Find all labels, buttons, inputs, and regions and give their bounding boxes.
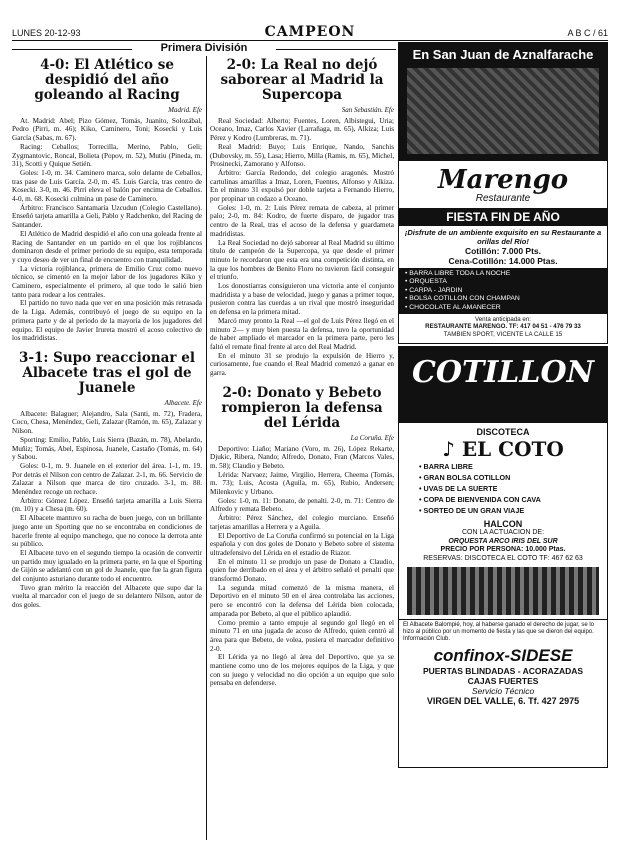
ad-coto-disco: DISCOTECA (476, 427, 530, 437)
article-3-p: En el minuto 31 se produjo la expulsión de Hierro y, curiosamente, fue cuando el Real Madrid comenzó a ganar en garra. (210, 351, 394, 378)
column-divider (206, 56, 207, 840)
ad-marengo-photo (407, 68, 599, 154)
list-item: • CARPA - JARDIN (405, 286, 463, 294)
ad-coto-items (399, 461, 607, 516)
article-1-p: Racing: Ceballos; Torrecilla, Merino, Pablo, Geli; Zygmantovic, Roncal, Bolieta (Popov, m. 52), Mutiu (Pineda, m. 31), Scotti y Quique Setién. (12, 142, 202, 169)
article-2-p: Árbitro: Gómez López. Enseñó tarjeta amarilla a Luis Sierra (m. 10) y a Chesa (m. 60). (12, 496, 202, 514)
article-4-p: El Deportivo de La Coruña confirmó su potencial en la Liga española y con dos goles de Donato y Bebeto sobre el sistema ultradefensivo del Lérida en el estadio de Riazor. (210, 531, 394, 557)
ad-coto-title: COTILLON (399, 347, 607, 423)
ad-marengo-foot3: TAMBIEN SPORT, VICENTE LA CALLE 15 (443, 330, 563, 338)
article-3-p: Real Sociedad: Alberto; Fuentes, Loren, Albistegui, Uria; Oceano, Imaz, Carlos Xavier (Larrañaga, m. 65), Alkiza; Luis Pérez y Kodro (Lumbreras, m. 71). (210, 116, 394, 143)
article-3-p: Marcó muy pronto la Real —el gol de Luis Pérez llegó en el minuto 2— y muy bien puesta la defensa, tuvo la oportunidad de haber ampliado el marcador en la primera parte, pero les faltó el remate final frente al arco del Real Madrid. (210, 316, 394, 351)
article-1-p: Goles: 1-0, m. 34. Caminero marca, solo delante de Ceballos, tras pase de Luis García. 2-0, m. 45. Luis García, tras centro de Kosecki. 3-0, m. 46. Pirri eleva el balón por encima de Ceballos. 4-0, m. 68. Kosecki culmina un pase de Caminero. (12, 168, 202, 204)
article-1-p: El partido no tuvo nada que ver en una posición más retrasada de la Liga. Además, contribuyó el juego de su equipo en la primera parte y de al período de la mayoría de los jugadores del equipo. El equipo de Javier Irureta mostró el acoso colectivo de los madridistas. (12, 299, 202, 343)
list-item: • BOLSA COTILLON CON CHAMPAN (405, 295, 520, 303)
ad-coto-name (399, 437, 607, 461)
ad-marengo-cotillon: Cotillón: 7.000 Pts. (464, 246, 542, 256)
article-4-p: Árbitro: Pérez Sánchez, del colegio murciano. Enseñó tarjetas amarillas a Herrera y a Aguila. (210, 514, 394, 531)
article-3-p: Árbitro: García Redondo, del colegio aragonés. Mostró cartulinas amarillas a Imaz, Loren, Fuentes, Alfonso y Alkiza. En el minuto 31 expulsó por doble tarjeta a Fernando Hierro, por propinar un codazo a Oceano. (210, 168, 394, 204)
ad-el-coto (398, 346, 608, 768)
article-4-p: Lérida: Narvaez; Jaime, Virgilio, Herrera, Cheema (Tomás, m. 73); Luis, Acosta (Aguila, m. 65), Rubio, Andersen; Milenkovic y Urbano. (210, 470, 394, 497)
list-item: • BARRA LIBRE (419, 462, 473, 471)
article-1-source: Madrid. Efe (168, 106, 202, 114)
ad-coto-photo (407, 567, 599, 615)
article-4-p: En el minuto 11 se produjo un pase de Donato a Claudio, quien fue derribado en el área y el árbitro señaló el penalti que transformó Donato. (210, 557, 394, 584)
header-page: A B C / 61 (567, 28, 608, 38)
article-3-p: Real Madrid: Buyo; Luis Enrique, Nando, Sanchis (Dubovsky, m. 55), Lasa; Hierro, Milla (Ramis, m. 65), Michel, Prosinecki, Zamorano y Alfonso. (210, 142, 394, 169)
ad-marengo-name: Marengo (437, 165, 569, 195)
ad-coto-act: CON LA ACTUACION DE: (461, 529, 545, 536)
ad-marengo-banner (399, 43, 607, 161)
section-title: Primera División (12, 42, 396, 56)
article-3-source: San Sebastián. Efe (341, 106, 394, 114)
ad-marengo-tagline: ¡Disfrute de un ambiente exquisito en su Restaurante a orillas del Río! (404, 228, 602, 246)
article-3-p: Goles: 1-0, m. 2: Luis Pérez remata de cabeza, al primer palo; 2-0, m. 84: Kodro, de fuerte disparo, de jugador tras centro de la Real, tras el acoso de la defensa y guardameta madridistas. (210, 203, 394, 238)
article-1-p: At. Madrid: Abel; Pizo Gómez, Tomás, Juanito, Solozábal, Pedro (Pirri, m. 46); Kiko, Caminero, Toni; Kosecki y Luis García (Sabas, m. 67). (12, 116, 202, 143)
article-1-p: Árbitro: Francisco Santamaría Uzcudun (Colegio Castellano). Enseñó tarjeta amarilla a Geli, Pablo y Radchenko, del Racing de Santander. (12, 203, 202, 230)
article-4-p: El Lérida ya no llegó al área del Deportivo, que ya se mantiene como uno de los mejores equipos de la Liga, y que con su juego y velocidad no dio opción a un equipo que solo pensaba en defenderse. (210, 653, 394, 688)
article-2-p: Sporting: Emilio, Pablo, Luis Sierra (Bazán, m. 78), Abelardo, Muñiz; Tomás, Abel, Espinosa, Juanele, Castaño (Tomás, m. 64) y Sabou. (12, 435, 202, 462)
ad-marengo-foot1: Venta anticipada en: (474, 316, 532, 324)
ad-marengo-list (399, 268, 607, 314)
ad-confinox-line1: PUERTAS BLINDADAS - ACORAZADAS (422, 665, 584, 676)
article-3-p: La Real Sociedad no dejó saborear al Real Madrid su último título de campeón de la Supercopa, ya que desde el primer minuto le recordaron que esta era una competición distinta, en la que los hombres de Benito Floro no tuvieron fácil conseguir el triunfo. (210, 238, 394, 282)
column-middle (210, 56, 394, 840)
ad-coto-halcon: HALCON (483, 519, 523, 529)
article-1-p: El Atlético de Madrid despidió el año con una goleada frente al Racing de Santander en un partido en el que los rojiblancos dominaron desde el primer periodo de su equipo, esta temporada y cuyo deseo de ver un final de encuentro con tranquilidad. (12, 229, 202, 264)
ad-marengo (398, 42, 608, 344)
ad-coto-price: PRECIO POR PERSONA: 10.000 Ptas. (440, 546, 566, 553)
header-date: LUNES 20-12-93 (12, 28, 81, 38)
ad-coto-group: ORQUESTA ARCO IRIS DEL SUR (448, 537, 558, 545)
article-3-headline: 2-0: La Real no dejó saborear al Madrid la Supercopa (220, 57, 384, 103)
header-rule (12, 40, 608, 41)
article-4-headline: 2-0: Donato y Bebeto rompieron la defensa del Lérida (221, 384, 383, 431)
list-item: • CHOCOLATE AL AMANECER (405, 303, 501, 311)
list-item: • COPA DE BIENVENIDA CON CAVA (419, 495, 541, 504)
column-left (12, 56, 202, 840)
ad-marengo-foot2: RESTAURANTE MARENGO. TF: 417 04 51 - 476 79 33 (425, 323, 581, 331)
article-2-headline: 3-1: Supo reaccionar el Albacete tras el gol de Juanele (19, 349, 195, 396)
ad-marengo-cena: Cena-Cotillón: 14.000 Ptas. (448, 256, 558, 266)
article-2-p: El Albacete mantuvo su racha de buen juego, con un brillante juego ante un Sporting que no se encontraba en condiciones de hacerle frente al equipo manchego, que no conoce la derrota ante su público. (12, 514, 202, 549)
article-2-source: Albacete. Efe (164, 398, 202, 407)
article-4-source: La Coruña. Efe (350, 433, 394, 442)
ad-confinox-brand: confinox-SIDESE (433, 645, 573, 665)
article-2-p: El Albacete tuvo en el segundo tiempo la ocasión de convertir un partido muy igualado en la primera parte, en la que el Sporting de Gijón se adelantó con un gol de Juanele, que fue la gran figura del conjunto asturiano durante todo el encuentro. (12, 548, 202, 584)
music-note-icon: ♪ (442, 437, 462, 461)
header-section: CAMPEON (264, 24, 356, 40)
article-4-p: Deportivo: Liaño; Mariano (Voro, m. 26), López Rekarte, Djukic, Ribera, Nando; Alfredo, Donato, Fran (Marcos Vales, m. 58); Claudio y Bebeto. (210, 444, 394, 470)
list-item: • GRAN BOLSA COTILLON (419, 473, 511, 482)
article-2-p: Albacete: Balaguer; Alejandro, Sala (Santi, m. 72), Fradera, Coco, Chesa, Menéndez, Geli, Zalazar (Ramón, m. 65), Zalazar y Nilson. (12, 409, 202, 436)
ad-coto-legal: El Albacete Balompié, hoy, al haberse ganado el derecho de jugar, se lo hizo al público por un momento de fiesta y las que se dieron del equipo. Información Club. (399, 619, 607, 646)
article-4-p: Goles: 1-0, m. 11: Donato, de penalti. 2-0, m. 71: Centro de Alfredo y remata Bebeto. (210, 496, 394, 514)
article-1-p: La victoria rojiblanca, primera de Emilio Cruz como nuevo técnico, se cimentó en la mejor labor de los jugadores Kiko y Caminero, especialmente el primero, al que todo le salió bien tanto para rodear a los centrales. (12, 264, 202, 299)
article-4-p: La segunda mitad comenzó de la misma manera, el Deportivo en el minuto 50 en el área controlaba las acciones, pero se encontró con la defensa del Lérida bien colocada, amparada por Bebeto, al que el público aplaudió. (210, 583, 394, 618)
ad-marengo-location: En San Juan de Aznalfarache (412, 47, 594, 62)
ad-confinox-line3: Servicio Técnico (471, 685, 535, 696)
list-item: • ORQUESTA (405, 278, 447, 286)
ad-coto-reservas: RESERVAS: DISCOTECA EL COTO TF: 467 62 63 (423, 554, 583, 562)
page-header (12, 26, 608, 40)
ad-coto-name-text: EL COTO (461, 437, 564, 461)
article-2-p: Goles: 0-1, m. 9. Juanele en el exterior del área. 1-1, m. 19. Por detrás el Nilson con centro de Zalazar. 2-1, m. 66. Servicio de Zalazar a Nilson que marca de tiro cruzado. 3-1, m. 88. Menéndez recoge un rechace. (12, 461, 202, 497)
ad-marengo-subtitle: Restaurante (475, 193, 531, 204)
ad-marengo-fiesta: FIESTA FIN DE AÑO (399, 208, 607, 226)
article-1-headline: 4-0: El Atlético se despidió del año goleando al Racing (34, 57, 180, 103)
article-4-p: Como premio a tanto empuje al segundo gol llegó en el minuto 71 en una jugada de acoso de Alfredo, quien centró al área para que Bebeto, de volea, pusiera el marcador definitivo 2-0. (210, 618, 394, 653)
list-item: • SORTEO DE UN GRAN VIAJE (419, 506, 525, 515)
list-item: • BARRA LIBRE TODA LA NOCHE (405, 270, 511, 277)
article-3-p: Los donostiarras consiguieron una victoria ante el conjunto madridista y a base de velocidad, juego y ganas a primer toque, pusieron contra las cuerdas a un rival que mostró inseguridad en defensa en la primera mitad. (210, 282, 394, 317)
list-item: • UVAS DE LA SUERTE (419, 484, 498, 493)
article-2-p: Tuvo gran mérito la reacción del Albacete que supo dar la vuelta al marcador con el juego de su delantero Nilson, autor de dos goles. (12, 583, 202, 610)
ad-confinox-address: VIRGEN DEL VALLE, 6. Tf. 427 2975 (426, 695, 580, 706)
ad-confinox-line2: CAJAS FUERTES (467, 675, 539, 686)
